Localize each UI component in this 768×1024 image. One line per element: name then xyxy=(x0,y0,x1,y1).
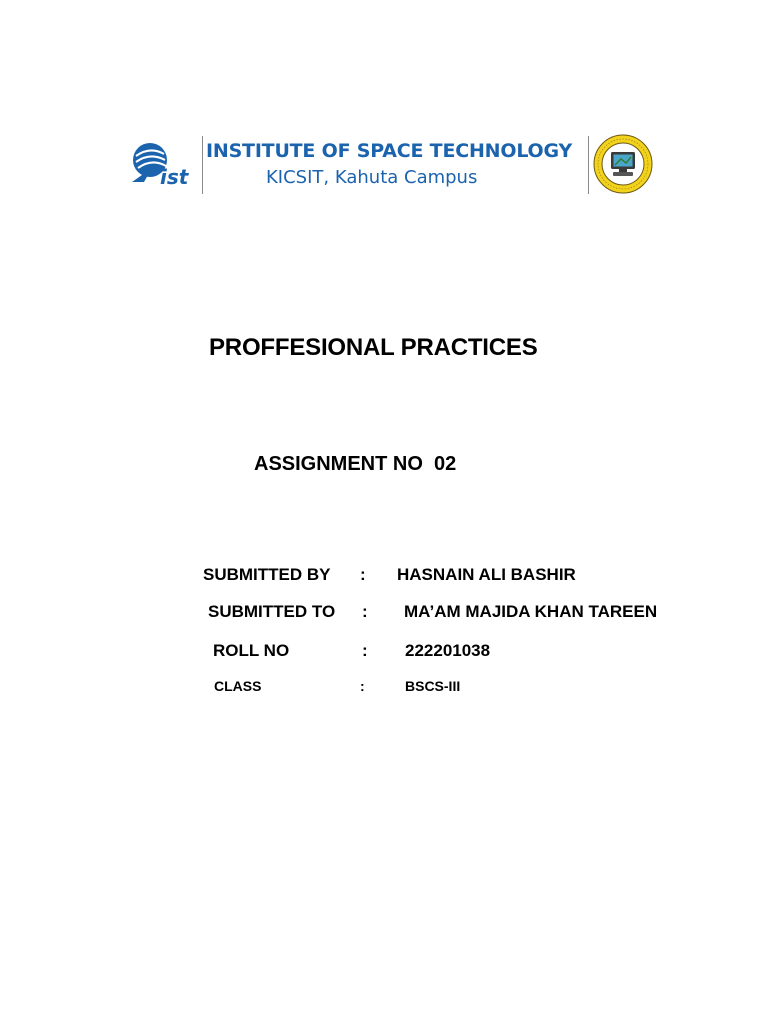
course-title: PROFFESIONAL PRACTICES xyxy=(209,334,538,361)
info-separator: : xyxy=(362,602,368,621)
assignment-title: ASSIGNMENT NO 02 xyxy=(254,453,457,475)
info-separator: : xyxy=(360,678,365,694)
campus-name: KICSIT, Kahuta Campus xyxy=(266,167,478,188)
ist-logo-text: ist xyxy=(160,165,189,189)
kicsit-seal-icon xyxy=(593,134,653,194)
info-separator: : xyxy=(360,565,366,584)
info-value-submitted-to: MA’AM MAJIDA KHAN TAREEN xyxy=(404,602,658,621)
banner-divider-right xyxy=(588,136,589,194)
institute-banner xyxy=(130,134,654,196)
info-label-submitted-to: SUBMITTED TO xyxy=(208,602,336,621)
info-value-roll-no: 222201038 xyxy=(405,641,491,660)
info-label-class: CLASS xyxy=(214,678,262,694)
info-label-roll-no: ROLL NO xyxy=(213,641,290,660)
info-value-class: BSCS-III xyxy=(405,678,461,694)
institute-name: INSTITUTE OF SPACE TECHNOLOGY xyxy=(206,140,573,162)
info-value-submitted-by: HASNAIN ALI BASHIR xyxy=(397,565,576,584)
info-label-submitted-by: SUBMITTED BY xyxy=(203,565,331,584)
banner-divider-left xyxy=(202,136,203,194)
info-separator: : xyxy=(362,641,368,660)
ist-logo-icon xyxy=(130,138,202,190)
